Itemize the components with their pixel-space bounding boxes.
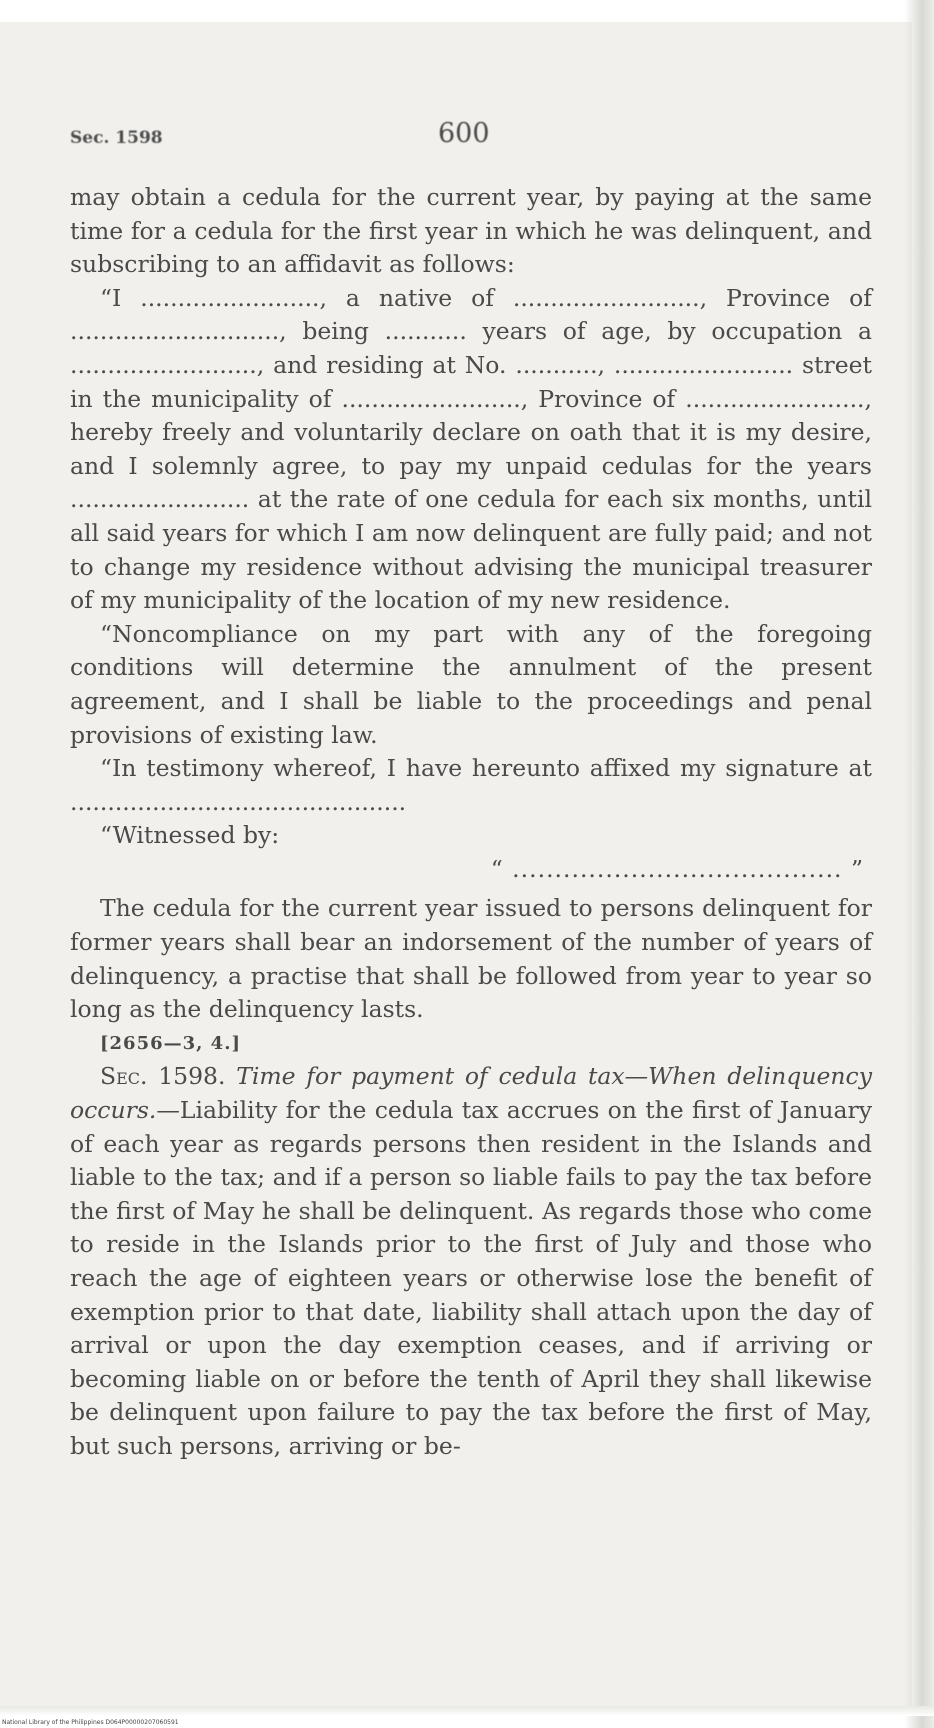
section-label: Sec. 1598 bbox=[70, 128, 163, 148]
testimony-paragraph: “In testimony whereof, I have hereunto affixed my signature at ............................................. bbox=[70, 754, 872, 816]
page-number: 600 bbox=[438, 118, 490, 149]
scan-footer-note: National Library of the Philippines D064P00000207060591 bbox=[2, 1719, 179, 1726]
current-year-paragraph: The cedula for the current year issued to persons delinquent for former years shall bear an indorsement of the number of years of delinquency, a practise that shall be followed from year to year so long as the delinquency lasts. bbox=[70, 894, 872, 1024]
section-1598-paragraph bbox=[70, 1060, 872, 1463]
witnessed-label: “Witnessed by: bbox=[100, 821, 280, 850]
section-1598-label: Sec. 1598. bbox=[100, 1062, 226, 1091]
page-bottom-edge bbox=[0, 1706, 934, 1716]
noncompliance-paragraph: “Noncompliance on my part with any of the foregoing conditions will determine the annulment of the present agreement, and I shall be liable to the proceedings and penal provisions of existing law. bbox=[70, 619, 872, 749]
section-1598-title: Time for payment of cedula tax—When delinquency occurs. bbox=[70, 1062, 872, 1125]
witness-signature-line: “ ....................................... ” bbox=[490, 854, 864, 883]
paragraph-continuation: may obtain a cedula for the current year, by paying at the same time for a cedula for the first year in which he was delinquent, and subscribing to an affidavit as follows: bbox=[70, 183, 872, 279]
document-body bbox=[70, 181, 872, 1464]
affidavit-paragraph: “I ........................, a native of ........................., Province of ............................, being ........... years of age, by occupation a ........................., and residing at No. ..........., ........................ street in the municipality of ........................, Province of ........................, hereby freely and voluntarily declare on oath that it is my desire, and I solemnly agree, to pay my unpaid cedulas for the years ........................ at the rate of one cedula for each six months, until all said years for which I am now delinquent are fully paid; and not to change my residence without advising the municipal treasurer of my municipality of the location of my new residence. bbox=[70, 283, 872, 615]
section-1598-text: —Liability for the cedula tax accrues on the first of January of each year as regards persons then resident in the Islands and liable to the tax; and if a person so liable fails to pay the tax before the first of May he shall be delinquent. As regards those who come to reside in the Islands prior to the first of July and those who reach the age of eighteen years or otherwise lose the benefit of exemption prior to that date, liability shall attach upon the day of arrival or upon the day exemption ceases, and if arriving or becoming liable on or before the tenth of April they shall likewise be delinquent upon failure to pay the tax before the first of May, but such persons, arriving or be- bbox=[70, 1096, 872, 1460]
citation: [2656—3, 4.] bbox=[100, 1032, 241, 1054]
page-edge-shadow bbox=[904, 0, 934, 1728]
